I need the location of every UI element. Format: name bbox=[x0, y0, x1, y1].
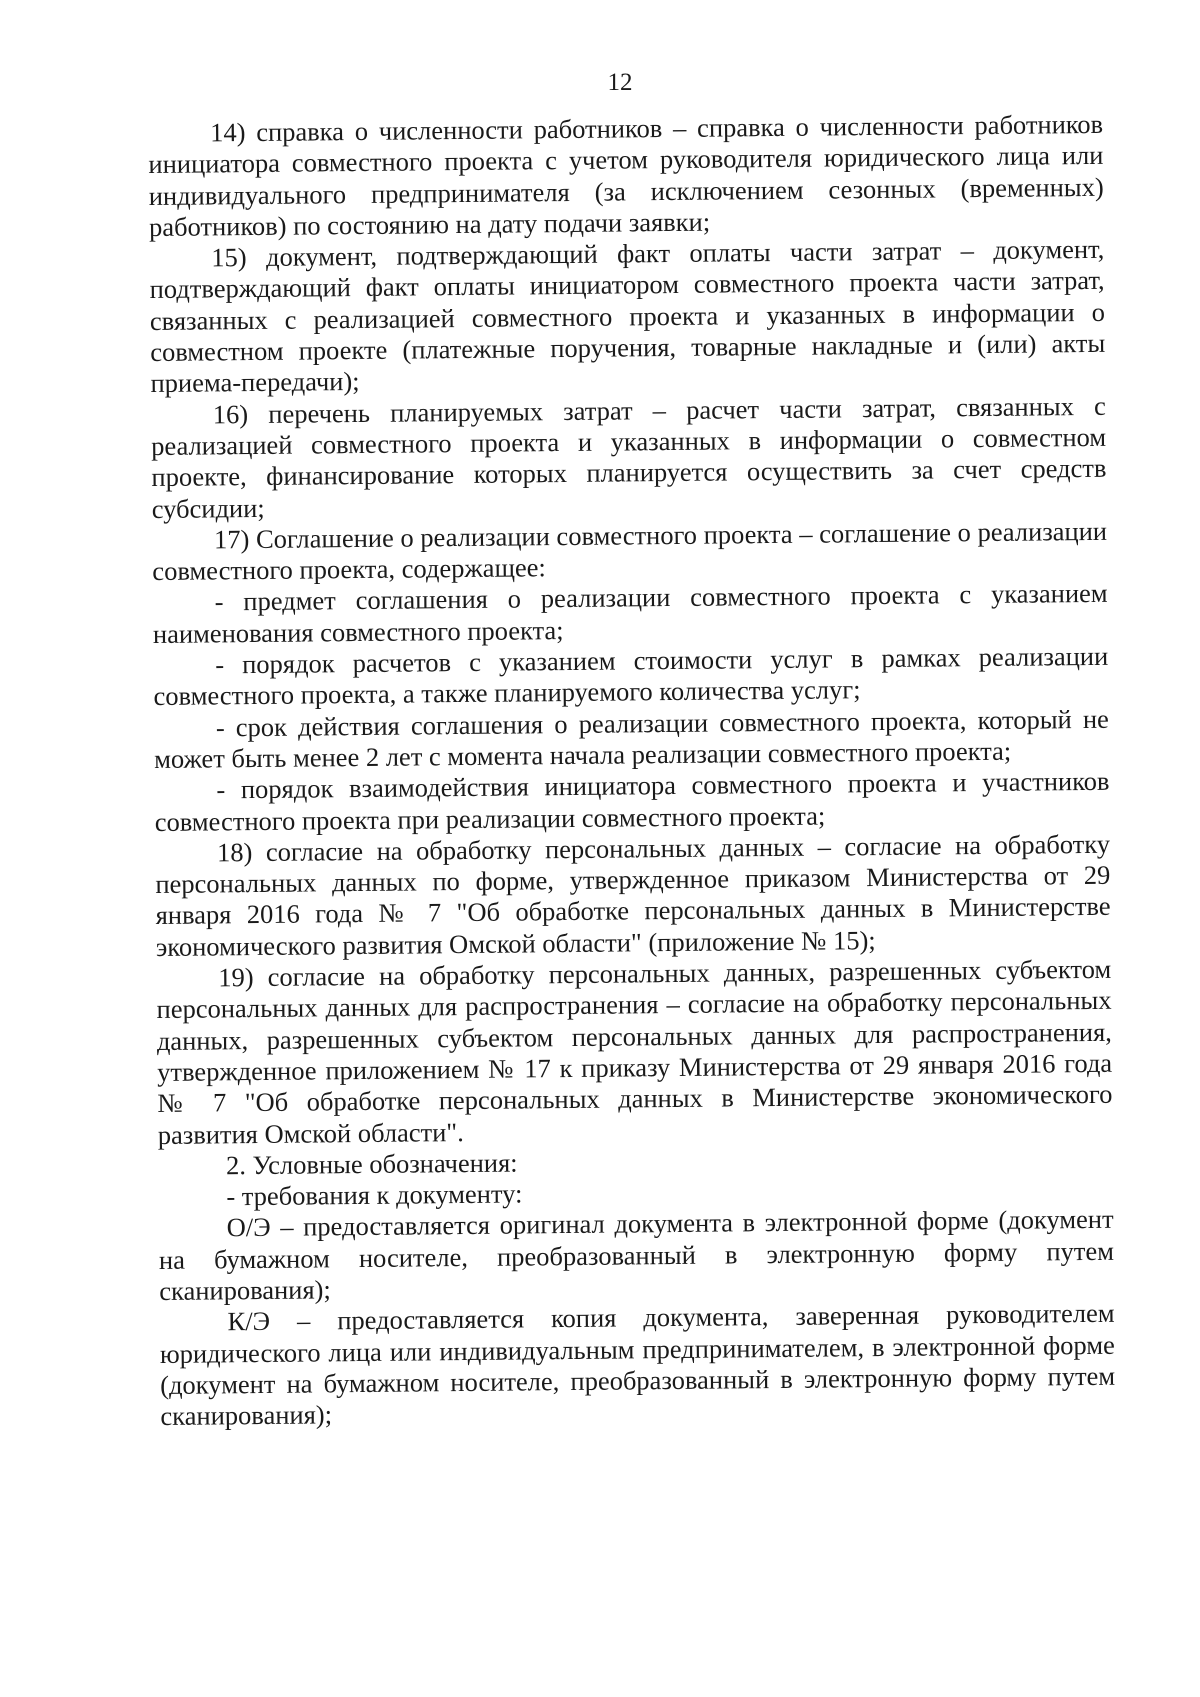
item-16-planned-costs: 16) перечень планируемых затрат – расчет части затрат, связанных с реализацией совместного проекта и указанных в информации о совместном проекте, финансирование которых планируется осуществить за счет средств субсидии; bbox=[151, 390, 1107, 524]
copy-electronic-definition: К/Э – предоставляется копия документа, заверенная руководителем юридического лица или индивидуальным предпринимателем, в электронной форме (документ на бумажном носителе, преобразованный в электронную форму путем сканирования); bbox=[159, 1298, 1116, 1432]
requirements-heading: - требования к документу: bbox=[226, 1178, 523, 1212]
section-2-heading: 2. Условные обозначения: bbox=[225, 1147, 518, 1181]
page-number: 12 bbox=[607, 69, 633, 96]
agreement-payment-order-bullet: - порядок расчетов с указанием стоимости услуг в рамках реализации совместного проекта, а также планируемого количества услуг; bbox=[153, 640, 1109, 712]
agreement-interaction-bullet: - порядок взаимодействия инициатора совместного проекта и участников совместного проекта при реализации совместного проекта; bbox=[154, 766, 1110, 837]
item-15-payment-proof: 15) документ, подтверждающий факт оплаты части затрат – документ, подтверждающий факт оплаты инициатором совместного проекта части затрат, связанных с реализацией совместного проекта и указанных в информации о совместном проекте (платежные поручения, товарные накладные и (или) акты приема-передачи); bbox=[149, 234, 1106, 399]
item-14-employee-count: 14) справка о численности работников – справка о численности работников инициатора совместного проекта с учетом руководителя юридического лица или индивидуального предпринимателя (за исключением сезонных (временных) работников) по состоянию на дату подачи заявки; bbox=[148, 108, 1104, 242]
original-electronic-definition: О/Э – предоставляется оригинал документа в электронной форме (документ на бумажном носителе, преобразованный в электронную форму путем сканирования); bbox=[158, 1204, 1115, 1306]
item-17-agreement: 17) Соглашение о реализации совместного проекта – соглашение о реализации совместного проекта, содержащее: bbox=[152, 515, 1108, 587]
item-19-distribution-consent: 19) согласие на обработку персональных данных, разрешенных субъектом персональных данных для распространения – согласие на обработку персональных данных, разрешенных субъектом персональных данных для распространения, утвержденное приложением № 17 к приказу Министерства от 29 января 2016 года № 7 "Об обработке персональных данных в Министерстве экономического развития Омской области". bbox=[156, 953, 1113, 1150]
agreement-term-bullet: - срок действия соглашения о реализации совместного проекта, который не может быть менее 2 лет с момента начала реализации совместного проекта; bbox=[154, 703, 1109, 774]
document-body bbox=[148, 109, 1116, 1433]
agreement-subject-bullet: - предмет соглашения о реализации совместного проекта с указанием наименования совместного проекта; bbox=[152, 578, 1108, 649]
item-18-personal-data-consent: 18) согласие на обработку персональных данных – согласие на обработку персональных данных по форме, утвержденное приказом Министерства от 29 января 2016 года № 7 "Об обработке персональных данных в Министерстве экономического развития Омской области" (приложение № 15); bbox=[155, 828, 1111, 962]
